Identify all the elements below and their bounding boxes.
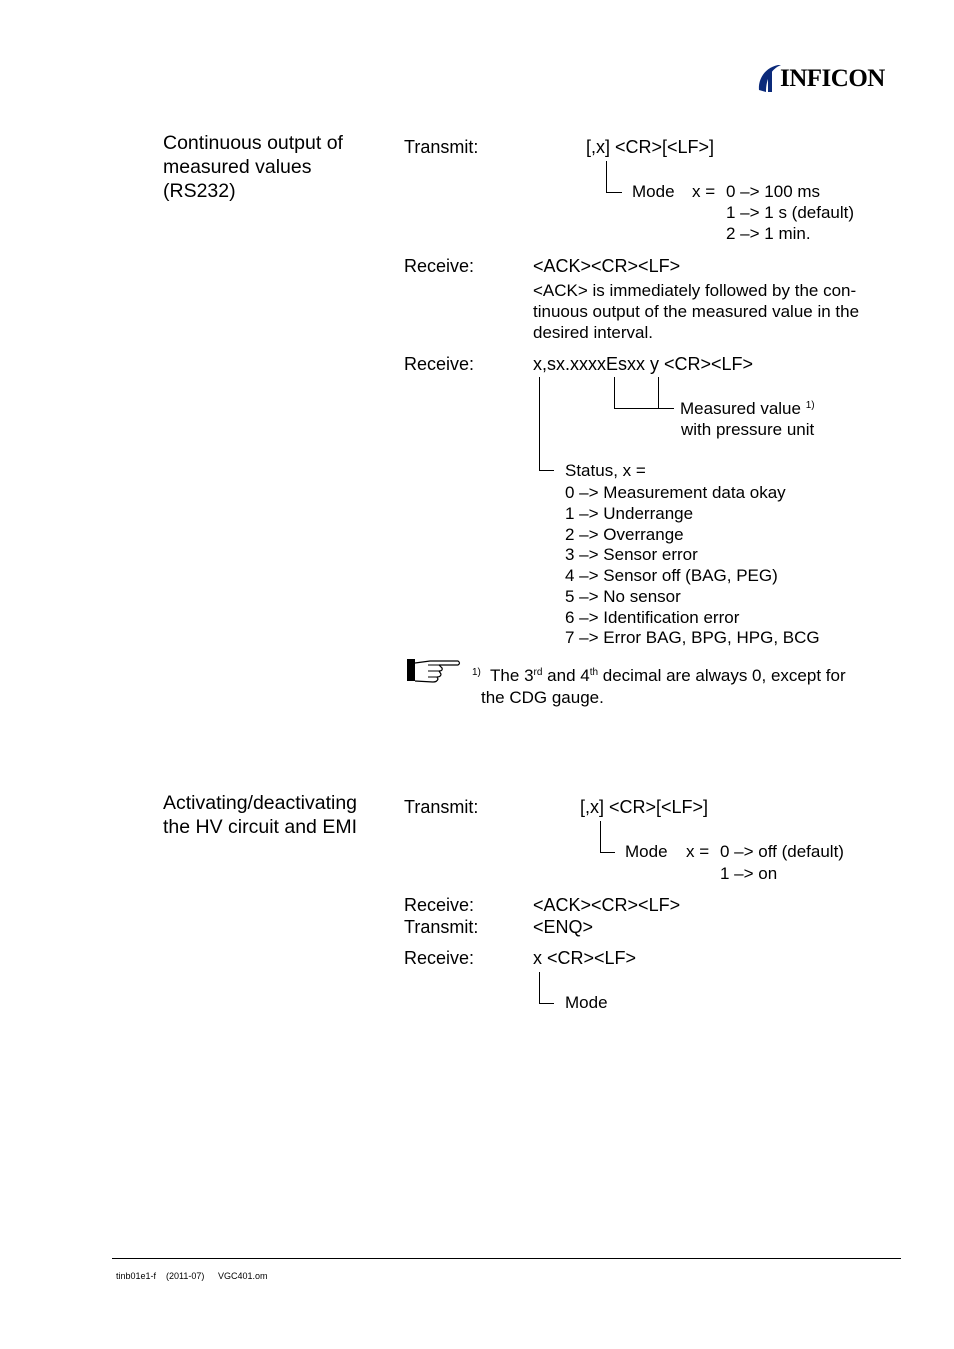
status-option: 3 –> Sensor error	[565, 545, 698, 564]
tree-connector	[658, 377, 659, 408]
section-title-line-2: the HV circuit and EMI	[163, 816, 357, 838]
section-title-line-2: measured values	[163, 156, 312, 178]
mode-option: 1 –> on	[720, 864, 778, 883]
receive-label-2: Receive:	[404, 354, 475, 374]
status-option: 5 –> No sensor	[565, 587, 681, 606]
mode-x: x =	[692, 182, 716, 201]
tree-connector	[606, 161, 607, 192]
receive-label-2: Receive:	[404, 948, 475, 968]
transmit-command-2: <ENQ>	[533, 917, 594, 937]
tree-connector	[539, 470, 554, 471]
tree-connector	[614, 408, 674, 409]
section-title-line-1: Continuous output of	[163, 132, 343, 154]
receive-command: <ACK><CR><LF>	[533, 895, 681, 915]
receive-note-line: desired interval.	[533, 323, 654, 342]
tree-connector	[539, 377, 540, 470]
mode-option: 2 –> 1 min.	[726, 224, 811, 243]
mode-label: Mode	[625, 842, 668, 861]
mode-option: 1 –> 1 s (default)	[726, 203, 855, 222]
receive-command-2: x,sx.xxxxEsxx y <CR><LF>	[533, 354, 754, 374]
receive-command: <ACK><CR><LF>	[533, 256, 681, 276]
receive-label: Receive:	[404, 895, 475, 915]
footer-file: VGC401.om	[218, 1271, 268, 1281]
status-option: 4 –> Sensor off (BAG, PEG)	[565, 566, 778, 585]
tree-connector	[606, 192, 622, 193]
pointing-hand-icon	[406, 658, 462, 684]
transmit-command: [,x] <CR>[<LF>]	[586, 137, 715, 157]
tree-connector	[539, 972, 540, 1003]
receive-mode-label: Mode	[565, 993, 608, 1012]
footnote: $^{1)}$ The 3rd and 4th decimal are always 0, except for	[472, 666, 846, 685]
status-option: 0 –> Measurement data okay	[565, 483, 786, 502]
transmit-label: Transmit:	[404, 797, 479, 817]
footnote-line-2: the CDG gauge.	[481, 688, 604, 707]
mode-label: Mode	[632, 182, 675, 201]
receive-note-line: tinuous output of the measured value in the	[533, 302, 860, 321]
transmit-command: [,x] <CR>[<LF>]	[580, 797, 709, 817]
footer-date: (2011-07)	[166, 1271, 205, 1281]
status-option: 6 –> Identification error	[565, 608, 740, 627]
mode-option: 0 –> off (default)	[720, 842, 844, 861]
measured-value-label-2: with pressure unit	[681, 420, 815, 439]
measured-value-label: Measured value $^{1)}$	[680, 399, 815, 418]
transmit-label: Transmit:	[404, 137, 479, 157]
status-option: 2 –> Overrange	[565, 525, 684, 544]
tree-connector	[614, 377, 615, 408]
status-option: 7 –> Error BAG, BPG, HPG, BCG	[565, 628, 820, 647]
section-title-line-3: (RS232)	[163, 180, 236, 202]
receive-command-2: x <CR><LF>	[533, 948, 637, 968]
section-title-line-1: Activating/deactivating	[163, 792, 358, 814]
receive-label: Receive:	[404, 256, 475, 276]
footer-divider	[112, 1258, 901, 1259]
tree-connector	[600, 821, 601, 852]
mode-x: x =	[686, 842, 710, 861]
status-label: Status, x =	[565, 461, 646, 480]
mode-option: 0 –> 100 ms	[726, 182, 821, 201]
status-option: 1 –> Underrange	[565, 504, 694, 523]
tree-connector	[600, 852, 615, 853]
footnote-ref: 1)	[805, 400, 815, 411]
tree-connector	[539, 1003, 554, 1004]
transmit-label-2: Transmit:	[404, 917, 479, 937]
receive-note-line: <ACK> is immediately followed by the con-	[533, 281, 857, 300]
logo-wordmark: INFICON	[780, 65, 885, 92]
footer-doc-id: tinb01e1-f	[116, 1271, 157, 1281]
